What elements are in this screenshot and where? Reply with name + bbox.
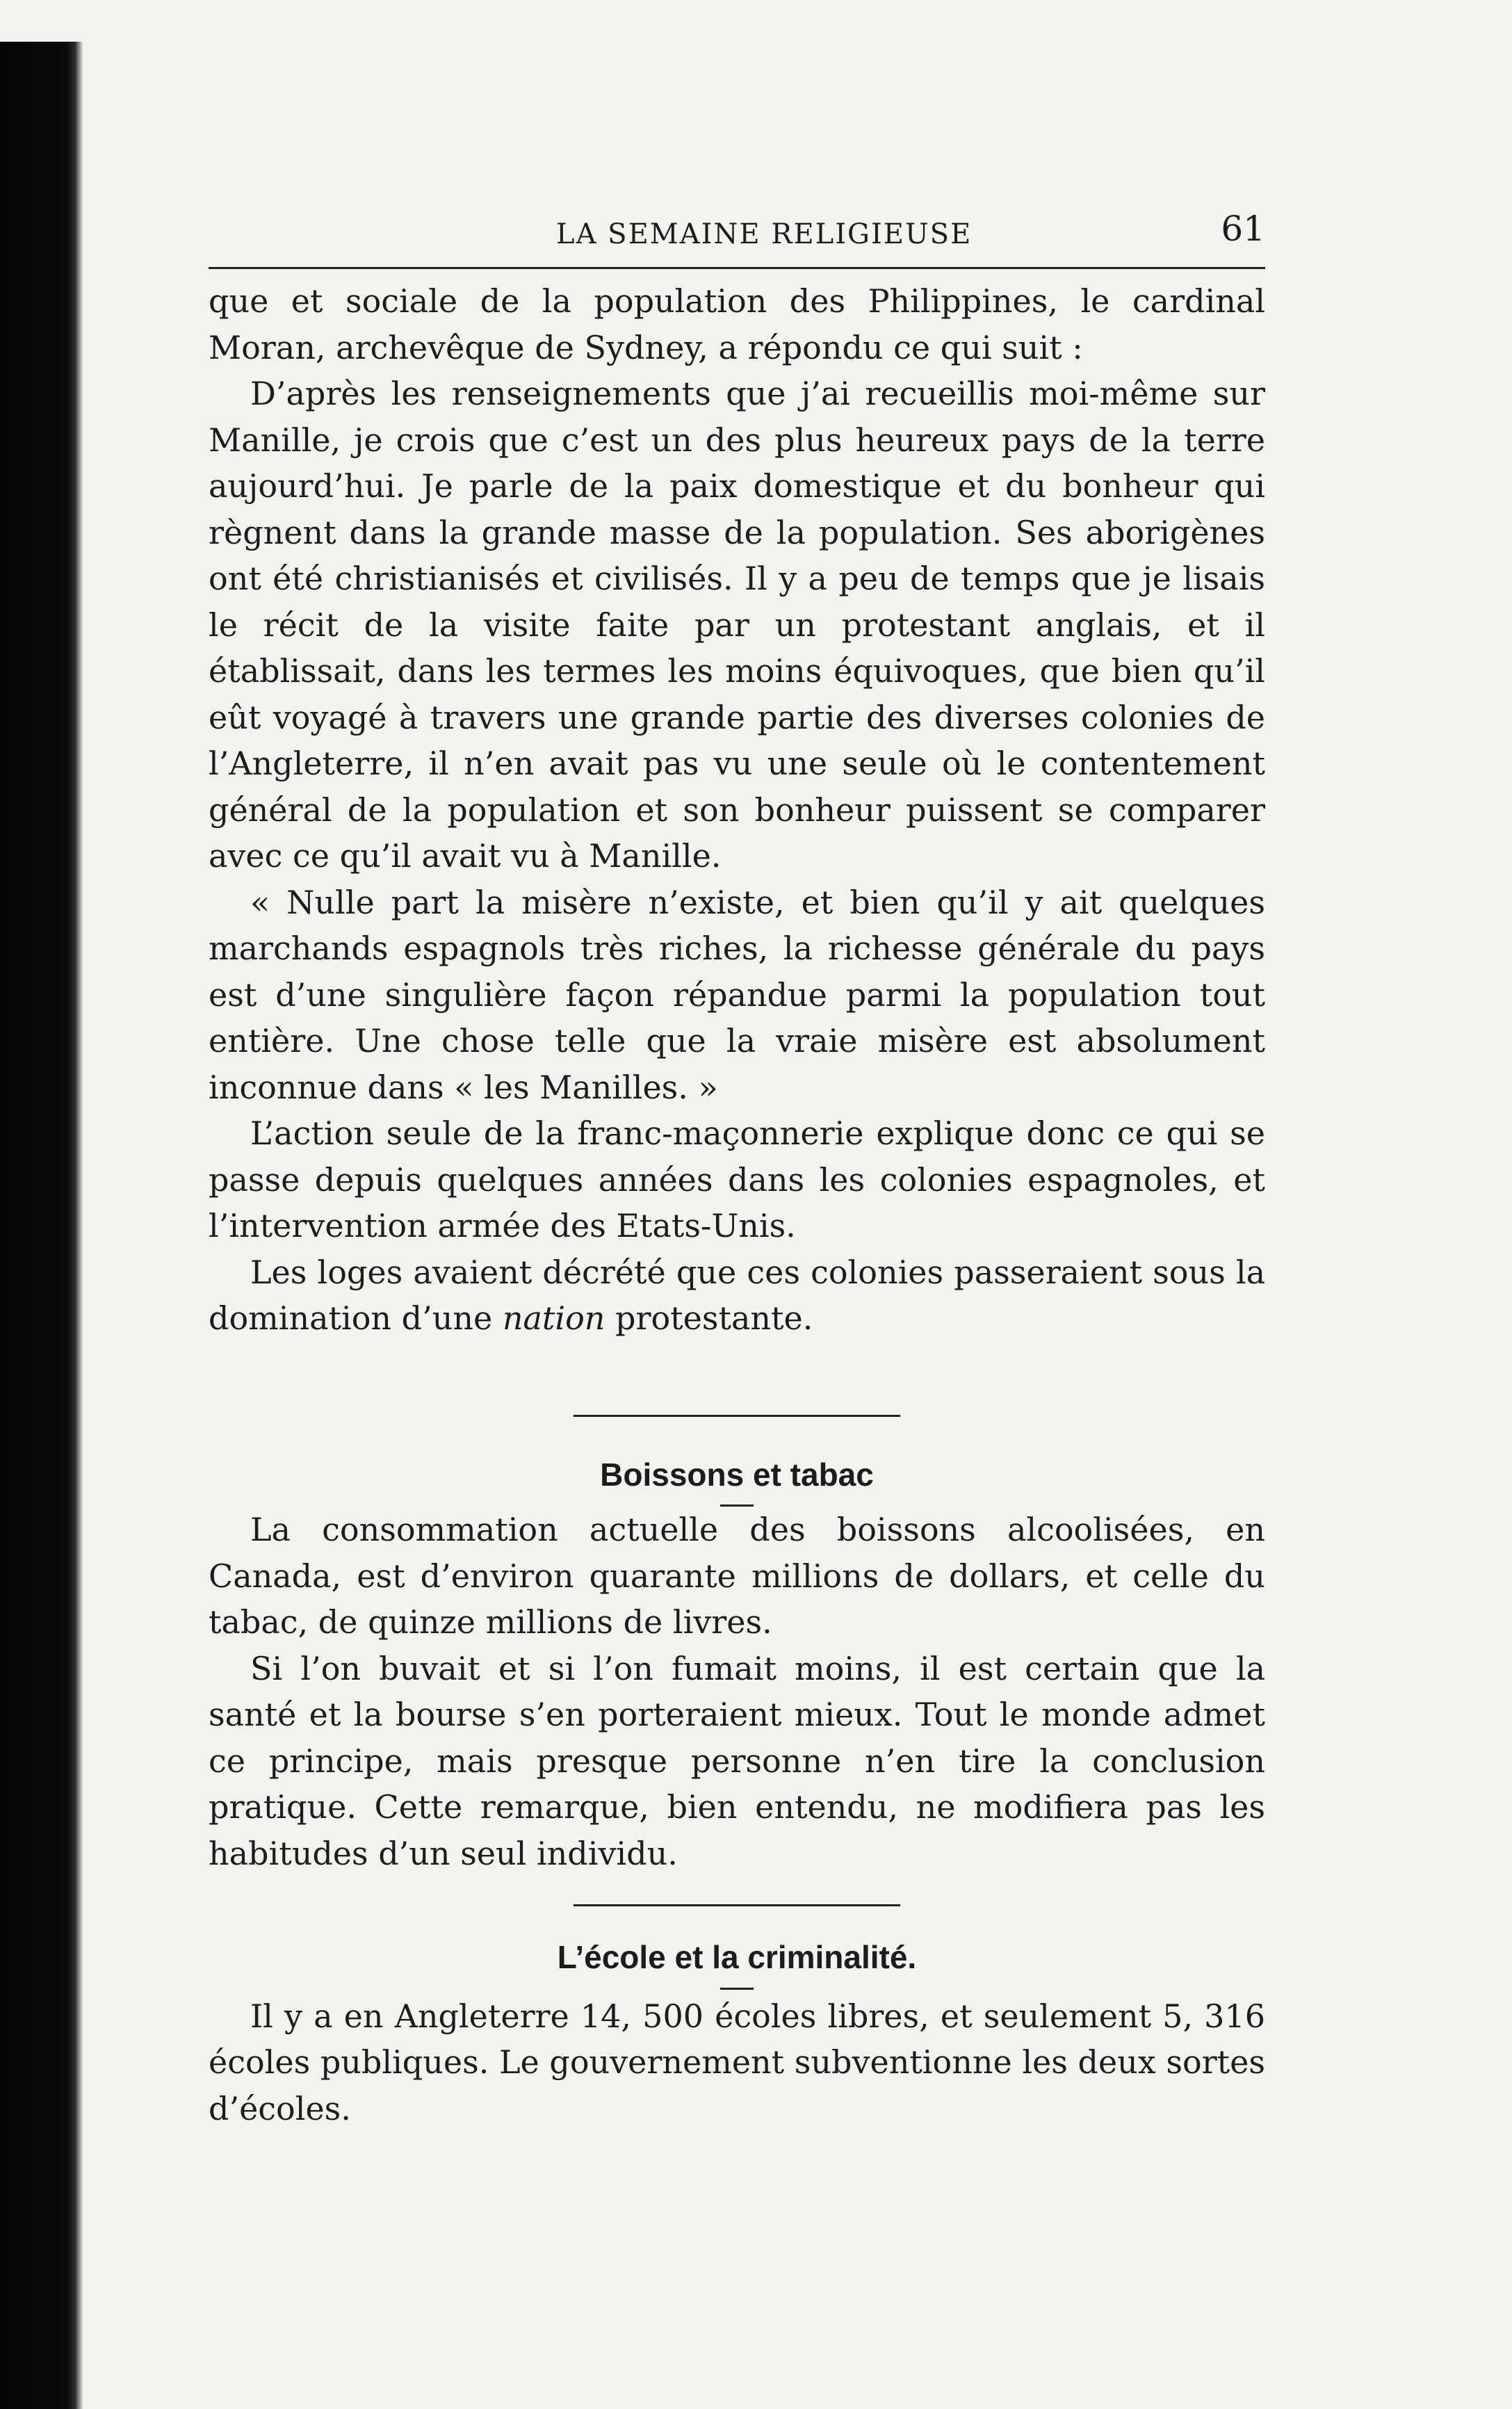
paragraph-text: Les loges avaient décrété que ces colonies passeraient sous la domination d’une bbox=[209, 1253, 1265, 1337]
paragraph: La consommation actuelle des boissons alcoolisées, en Canada, est d’environ quarante millions de dollars, et celle du tabac, de quinze millions de livres. bbox=[209, 1511, 1265, 1641]
paragraph: que et sociale de la population des Philippines, le cardinal Moran, archevêque de Sydney, a répondu ce qui suit : bbox=[209, 282, 1265, 366]
page-body bbox=[209, 278, 1265, 2132]
paragraph: D’après les renseignements que j’ai recueillis moi-même sur Manille, je crois que c’est un des plus heureux pays de la terre aujourd’hui. Je parle de la paix domestique et du bonheur qui règnent dans la grande masse de la population. Ses aborigènes ont été christianisés et civilisés. Il y a peu de temps que je lisais le récit de la visite faite par un protestant anglais, et il établissait, dans les termes les moins équivoques, que bien qu’il eût voyagé à travers une grande partie des diverses colonies de l’Angleterre, il n’en avait pas vu une seule où le contentement général de la population et son bonheur puissent se comparer avec ce qu’il avait vu à Manille. bbox=[209, 375, 1265, 875]
section-title: Boissons et tabac bbox=[600, 1456, 874, 1493]
page-header bbox=[209, 209, 1265, 257]
paragraph bbox=[209, 1249, 1265, 1342]
running-head: LA SEMAINE RELIGIEUSE bbox=[556, 218, 973, 250]
section-title: L’école et la criminalité. bbox=[557, 1939, 917, 1975]
paragraph: Si l’on buvait et si l’on fumait moins, il est certain que la santé et la bourse s’en porteraient mieux. Tout le monde admet ce principe, mais presque personne n’en tire la conclusion pratique. Cette remarque, bien entendu, ne modifiera pas les habitudes d’un seul individu. bbox=[209, 1649, 1265, 1872]
paragraph-text: protestante. bbox=[605, 1299, 813, 1337]
paragraph: L’action seule de la franc-maçonnerie explique donc ce qui se passe depuis quelques années dans les colonies espagnoles, et l’intervention armée des Etats-Unis. bbox=[209, 1114, 1265, 1244]
page-number: 61 bbox=[1221, 209, 1265, 249]
header-rule bbox=[209, 267, 1265, 269]
paragraph: Il y a en Angleterre 14, 500 écoles libres, et seulement 5, 316 écoles publiques. Le gouvernement subventionne les deux sortes d’écoles. bbox=[209, 1997, 1265, 2127]
binding-edge bbox=[0, 42, 83, 2409]
italic-word: nation bbox=[502, 1299, 605, 1337]
paragraph: « Nulle part la misère n’existe, et bien qu’il y ait quelques marchands espagnols très riches, la richesse générale du pays est d’une singulière façon répandue parmi la population tout entière. Une chose telle que la vraie misère est absolument inconnue dans « les Manilles. » bbox=[209, 883, 1265, 1106]
